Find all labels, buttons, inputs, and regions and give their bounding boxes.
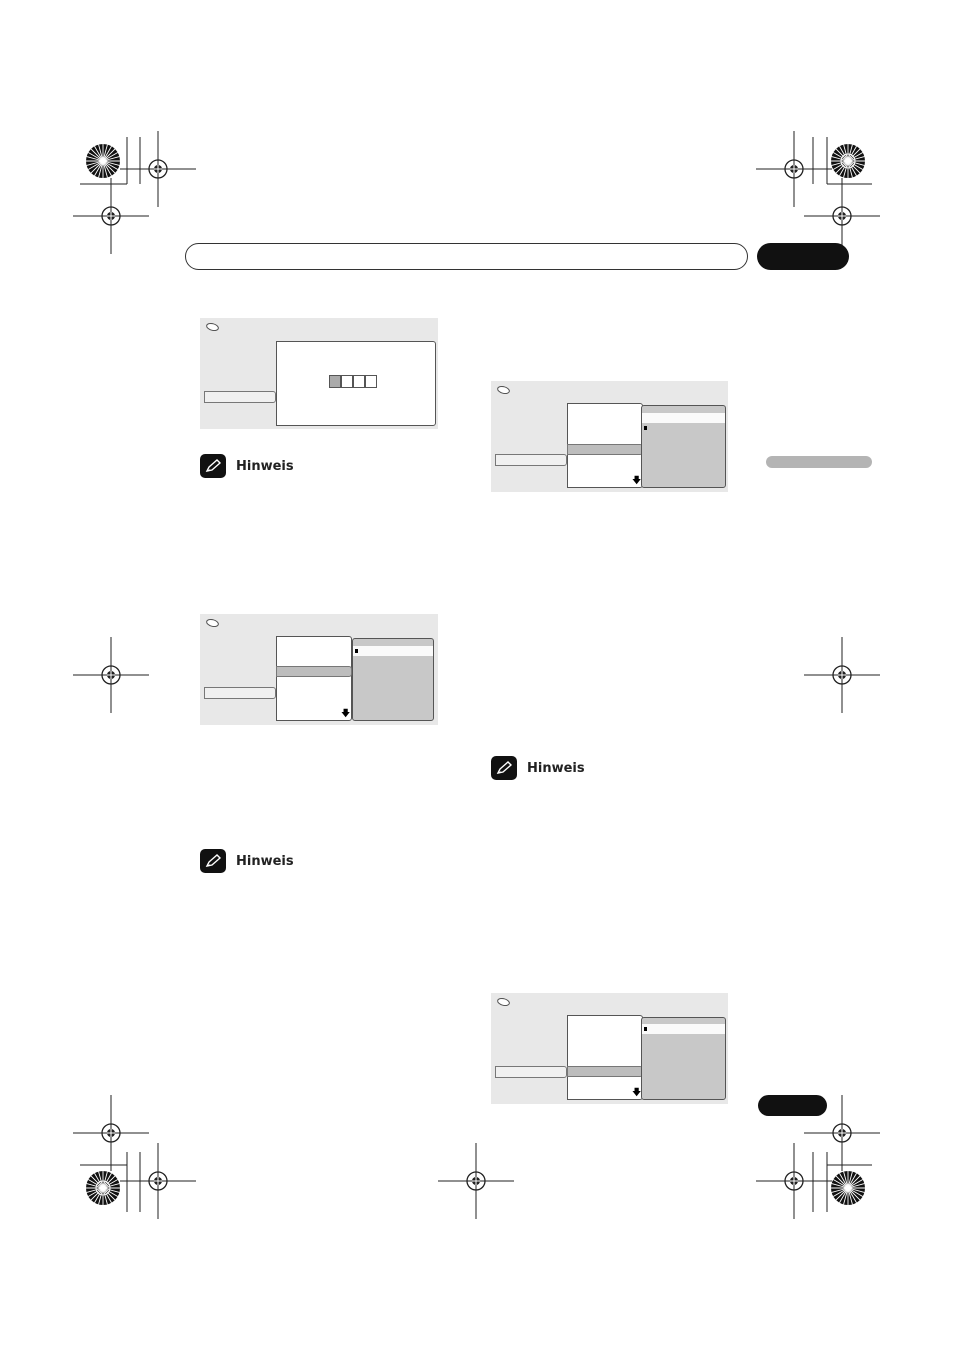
pencil-note-icon (491, 756, 517, 780)
crosshair-target-icon (73, 637, 149, 713)
menu-row-selected (204, 391, 276, 403)
crosshair-target-icon (804, 637, 880, 713)
option-row-selected[interactable] (642, 413, 725, 423)
pin-digit-box[interactable] (353, 375, 365, 388)
bullet-icon (644, 426, 647, 430)
menu-row-selected (204, 687, 276, 699)
arrow-down-icon: 🡇 (632, 476, 642, 486)
pin-digit-box[interactable] (329, 375, 341, 388)
bullet-icon (355, 649, 358, 653)
page-number-pill (758, 1095, 827, 1116)
language-side-tab (766, 456, 872, 468)
radial-starburst-icon (86, 144, 120, 178)
crosshair-target-icon (120, 1143, 196, 1219)
radial-starburst-icon (86, 1171, 120, 1205)
crosshair-target-icon (756, 1143, 832, 1219)
option-row-selected[interactable] (642, 1024, 725, 1034)
submenu-row-highlighted (276, 666, 352, 677)
radial-starburst-icon (831, 144, 865, 178)
disc-icon (206, 619, 219, 627)
crosshair-target-icon (756, 131, 832, 207)
option-row-selected[interactable] (353, 646, 433, 656)
pin-digit-box[interactable] (365, 375, 377, 388)
radial-starburst-icon (831, 1171, 865, 1205)
note-label: Hinweis (527, 760, 585, 776)
pin-digit-box[interactable] (341, 375, 353, 388)
note-heading (200, 454, 294, 478)
options-panel (352, 638, 434, 721)
pin-entry-panel (276, 341, 436, 426)
disc-icon (497, 386, 510, 394)
crosshair-target-icon (120, 131, 196, 207)
note-label: Hinweis (236, 853, 294, 869)
chapter-header-bar (185, 243, 748, 270)
osd-screen-options-2 (491, 381, 728, 492)
options-panel (641, 1017, 726, 1100)
note-heading (200, 849, 294, 873)
menu-row-selected (495, 1066, 567, 1078)
submenu-row-highlighted (567, 1066, 643, 1077)
arrow-down-icon: 🡇 (632, 1088, 642, 1098)
crosshair-target-icon (438, 1143, 514, 1219)
disc-icon (206, 323, 219, 331)
osd-screen-options-3 (491, 993, 728, 1104)
submenu-row-highlighted (567, 444, 643, 455)
disc-icon (497, 998, 510, 1006)
note-label: Hinweis (236, 458, 294, 474)
osd-screen-options-1 (200, 614, 438, 725)
crosshair-target-icon (73, 1095, 149, 1171)
chapter-number-pill (757, 243, 849, 270)
pencil-note-icon (200, 849, 226, 873)
arrow-down-icon: 🡇 (341, 709, 351, 719)
options-panel (641, 405, 726, 488)
pencil-note-icon (200, 454, 226, 478)
crosshair-target-icon (73, 178, 149, 254)
note-heading (491, 756, 585, 780)
menu-row-selected (495, 454, 567, 466)
osd-screen-pin-entry (200, 318, 438, 429)
bullet-icon (644, 1027, 647, 1031)
